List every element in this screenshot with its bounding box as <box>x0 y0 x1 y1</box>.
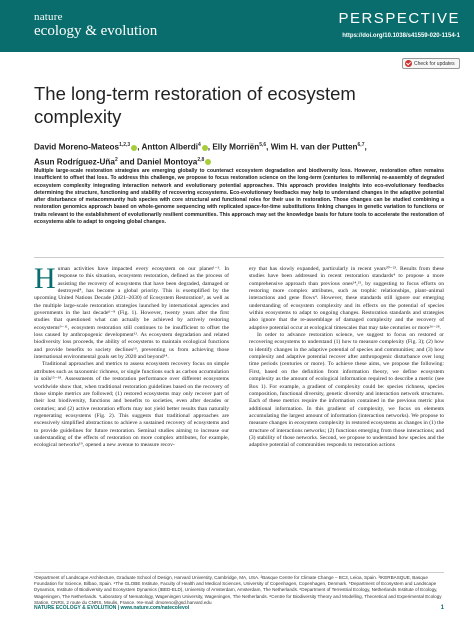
page-number: 1 <box>440 605 444 611</box>
check-updates-button[interactable] <box>402 58 460 69</box>
affiliations: ¹Department of Landscape Architecture, Graduate School of Design, Harvard University, Cambridge, MA, USA. ²Basque Centre for Climate Change – BC3, Leioa, Spain. ³IKERBASQUE, Basque Foundation for Science, Bilbao, Spain. ⁴The GLOBE Institute, Faculty of Health and Medical Sciences, University of Copenhagen, Copenhagen, Denmark. ⁵Department of Ecosystem and Landscape Dynamics, Institute of Biodiversity and Ecosystem Dynamics (IBED-ELD), University of Amsterdam, Amsterdam, The Netherlands. ⁶Department of Terrestrial Ecology, Netherlands Institute of Ecology, Wageningen, The Netherlands. ⁷Laboratory of Nematology, Wageningen University, Wageningen, The Netherlands. ⁸Centre for Biodiversity Theory and Modelling, Theoretical and Experimental Ecology Station, CNRS, 2 route du CNRS, Moulis, France. ✉e-mail: dmoreno@gsd.harvard.edu <box>34 575 442 605</box>
check-updates-label: Check for updates <box>414 60 455 67</box>
section-label: PERSPECTIVE <box>338 10 460 27</box>
author-affil: 1,2,3 <box>119 142 131 148</box>
author-affil: 6,7 <box>357 142 365 148</box>
doi-link[interactable]: https://doi.org/10.1038/s41559-020-1154-1 <box>342 33 460 39</box>
body-paragraph: In order to advance restoration science, we suggest to focus on restored or recovering ecosystems to understand (1) how to measure complexity (Fig. 3); (2) how to identify changes in the adaptive potential of species and communities; and (3) how complexity and adaptive potential recover after anthropogenic disturbance over long time periods (centuries or more). To achieve these aims, we propose the following: First, based on the definition from information theory, we define ecosystem complexity as the amount of ecological information required to describe a metric (see Box 1). For example, a gradient of complexity could be: species richness, species composition, functional diversity, genetic diversity and interaction network structures. Each of these metrics require the information contained in the previous metric plus additional information. In this gradient of complexity, we focus on elements accumulating the largest amount of information (interaction networks). We propose to measure changes in ecosystem complexity in restored ecosystems as changes in (1) the structure of interactions networks; (2) functions emerging from those interactions; and (3) stability of those networks. Second, we propose to understand how species and the adaptive potential of communities responds to restoration actions <box>249 332 444 449</box>
journal-name-top: nature <box>34 11 63 23</box>
drop-cap: H <box>34 262 56 295</box>
author-affil: 2,8 <box>197 156 205 163</box>
author-name[interactable]: , Antton Alberdi <box>137 142 198 152</box>
body-paragraph: ery that has slowly expanded, particularly in recent years²⁰⁻²³. Results from these studies have been addressed in recent restoration standards⁴ to propose a more comprehensive approach than previous ones²⁴,²⁵, by suggesting to focus efforts on restoring more complex attributes, such as trophic relationships, plant–animal interactions and gene flows⁴. However, these standards still ignore our emerging understanding of ecosystem complexity and its effects on the potential of species within ecosystems to adapt to ongoing changes. Restoration standards and strategies also ignore that the re-assemblage of damaged complexity and the recovery of adaptive potential occur at ecological timescales that may take centuries or more²⁶⁻²⁸. <box>249 266 444 331</box>
body-column-left <box>34 262 229 450</box>
article-title: The long-term restoration of ecosystem complexity <box>34 83 356 127</box>
footer-journal[interactable]: NATURE ECOLOGY & EVOLUTION | www.nature.com/natecolevol <box>34 605 190 611</box>
divider <box>34 572 444 573</box>
abstract: Multiple large-scale restoration strategies are emerging globally to counteract ecosystem degradation and biodiversity loss. However, restoration often remains insufficient to offset that loss. To address this challenge, we propose to focus restoration science on the long-term (centuries to millennia) re-assembly of degraded ecosystem complexity integrating interaction network and evolutionary potential approaches. This approach provides insights into eco-evolutionary feedbacks determining the structure, functioning and stability of recovering ecosystems. Eco-evolutionary feedbacks may help to understand changes in the adaptive potential after disturbance of metacommunity hub species with core structural and functional roles for their use in restoration. Those changes can be studied combining a restoration genomics approach based on whole-genome sequencing with replicated space-for-time substitutions linking changes in genetic variation to functions or traits relevant to the establishment of evolutionarily resilient communities. This approach may set the knowledge basis for future tools to accelerate the restoration of ecosystems able to adapt to ongoing global changes. <box>34 168 444 226</box>
journal-logo[interactable] <box>34 12 157 39</box>
orcid-icon[interactable] <box>205 159 211 165</box>
author-name[interactable]: and Daniel Montoya <box>117 157 198 167</box>
author-name[interactable]: David Moreno-Mateos <box>34 142 120 152</box>
author-name[interactable]: Asun Rodríguez-Uña <box>34 157 115 167</box>
divider <box>34 257 444 258</box>
author-affil: 5,6 <box>259 142 267 148</box>
author-list: David Moreno-Mateos$^{1,2,3}$ , Antton Alberdi$^4$ , Elly Morriën$^{5,6}$, Wim H. van der Putten$^{6,7}$, Asun Rodríguez-Uña$^2$ and Daniel Montoya$^{2,8}$ <box>34 142 367 167</box>
journal-name-bottom: ecology & evolution <box>34 23 158 39</box>
body-paragraph: Traditional approaches and metrics to assess ecosystem recovery focus on simple attributes such as taxonomic richness, or single functions such as carbon accumulation in soils¹⁵⁻¹⁸. Assessments of the restoration performance over different ecosystems worldwide show that, when traditional restoration guidelines based on the recovery of those simple metrics are followed; (1) restored ecosystems may only recover part of their lost biodiversity, functions and benefits to societies, even after decades or centuries; and (2) active restoration efforts may not yield better results than naturally regenerating ecosystems (Fig. 2). This suggests that traditional approaches are excessively simplified abstractions to achieve a sustained recovery of ecosystems and to provide guidelines for future restoration. Seminal studies aiming to increase our understanding of the effects of restoration on more complex attributes, for example, ecological networks¹⁹, opened a new avenue to measure recov- <box>34 361 229 449</box>
author-affil: 4 <box>198 142 201 148</box>
author-name[interactable]: , Wim H. van der Putten <box>266 142 358 152</box>
check-updates-icon <box>405 60 412 67</box>
journal-header <box>0 0 474 52</box>
author-affil: 2 <box>114 156 118 163</box>
body-column-right <box>249 266 444 450</box>
body-paragraph <box>34 262 229 361</box>
paragraph-text: uman activities have impacted every ecosystem on our planet¹⁻³. In response to this situation, ecosystem restoration, defined as the process of assisting the recovery of ecosystems that have been degraded, damaged or destroyed⁴, has become a global priority. This is exemplified by the upcoming United Nations Decade (2021–2030) of Ecosystem Restoration⁵, as well as the multiple large-scale restoration strategies launched by international agencies and governments in the last decade⁶⁻⁸ (Fig. 1). However, twenty years after the first studies that questioned what can actually be achieved by actively restoring ecosystems⁹⁻¹¹, ecosystem restoration still continues to be insufficient to offset the loss caused by anthropogenic development¹². As ecosystem degradation and related biodiversity loss proceeds, the ability of ecosystems to maintain ecological functions and provide benefits to society declines¹³, preventing us from achieving those international environmental goals set by 2020 and beyond¹⁴. <box>34 266 229 361</box>
author-name[interactable]: , Elly Morriën <box>207 142 260 152</box>
